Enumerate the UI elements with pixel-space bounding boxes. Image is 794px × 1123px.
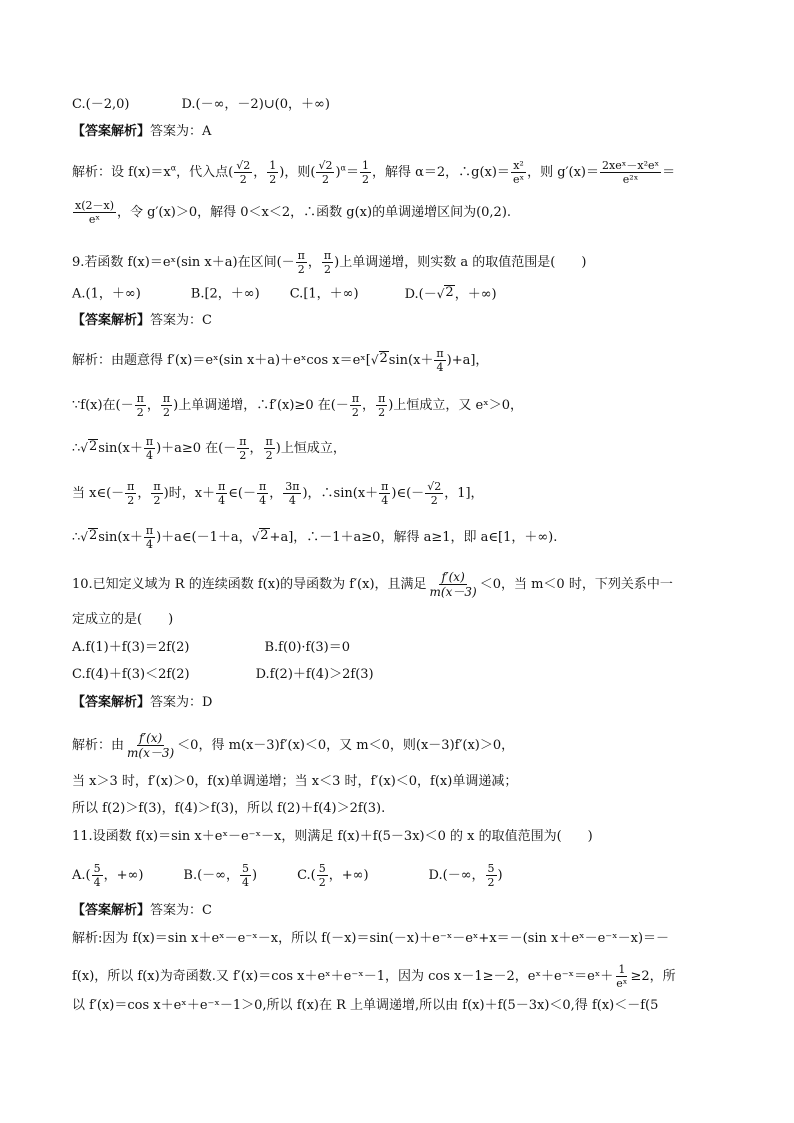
q9-option-a: A.(1，＋∞)	[72, 286, 141, 302]
q11-options	[72, 863, 503, 888]
q9-explanation-line4: 当 x∈(－ $\frac{\pi}{2}$ ， $\frac{\pi}{2}$ )时，x＋ $\frac{\pi}{4}$ ∈(－ $\frac{\pi}{4}$ ， $\frac{3\pi}{4}$ )，∴sin(x＋ $\frac{\pi}{4}$ )∈(－ $\frac{√2}{2}$ ，1]，	[72, 480, 484, 507]
q8-explanation-line1: 解析：设 $f(x)=x^\alpha$，代入点( $\frac{√2}{2}$ ， $\frac{1}{2}$ )，则( $\frac{√2}{2}$ )$^\alpha$＝ $\frac{1}{2}$ ，解得 α＝2，∴g(x)＝ $\frac{\text{x²}}{\text{eˣ}}$ ，则 g′(x)＝ $\frac{\text{2xeˣ－x²eˣ}}{\text{e²ˣ}}$ ＝	[72, 159, 676, 186]
q10-options-row2	[72, 667, 374, 683]
q11-stem: 11.设函数 f(x)＝sin x＋eˣ－e⁻ˣ－x，则满足 f(x)＋f(5－3x)＜0 的 x 的取值范围为( )	[72, 829, 593, 844]
fraction: $\frac{1}{2}$	[361, 159, 369, 186]
q11-explanation-line2: f(x)，所以 f(x)为奇函数.又 f′(x)＝cos x＋eˣ＋e⁻ˣ－1，因为 cos x－1≥－2，eˣ＋e⁻ˣ＝eˣ＋ $\frac{1}{\text{eˣ}}$ ≥2，所	[72, 963, 676, 990]
q9-explanation-line5: ∴ √ 2 sin(x＋ $\frac{\pi}{4}$ )＋a∈(－1＋a， √ 2 +a]，∴－1＋a≥0，解得 a≥1，即 a∈[1，＋∞).	[72, 524, 558, 551]
q10-explanation-line1: 解析：由 $\frac{f'(x)}{m(x-3)}$ ＜0，得 m(x－3)f′(x)＜0，又 m＜0，则(x－3)f′(x)＞0，	[72, 731, 515, 760]
answer-text: 答案为：C	[150, 903, 212, 918]
q10-answer	[72, 695, 212, 711]
q10-stem-line1: 10.已知定义域为 R 的连续函数 f(x)的导函数为 f′(x)，且满足 $\frac{f'(x)}{m(x-3)}$ ＜0，当 m＜0 时，下列关系中一	[72, 570, 673, 599]
answer-tag: 【答案解析】	[72, 695, 151, 710]
q10-option-c: C.f(4)＋f(3)＜2f(2)	[72, 667, 190, 682]
q9-option-d: D.(－ √ 2 ，＋∞)	[404, 285, 497, 302]
q10-options-row1	[72, 640, 350, 656]
q11-explanation-line1: 解析:因为 f(x)＝sin x＋eˣ－e⁻ˣ－x，所以 f(－x)＝sin(－x)＋e⁻ˣ－eˣ+x＝－(sin x＋eˣ－e⁻ˣ－x)＝－	[72, 931, 670, 946]
fraction: $\frac{f'(x)}{m(x-3)}$	[429, 570, 477, 599]
q11-explanation-line3: 以 f′(x)＝cos x＋eˣ＋e⁻ˣ－1＞0,所以 f(x)在 R 上单调递增,所以由 f(x)＋f(5－3x)＜0,得 f(x)＜－f(5	[72, 998, 659, 1013]
answer-tag: 【答案解析】	[72, 903, 151, 918]
q9-explanation-line1: 解析：由题意得 f′(x)＝eˣ(sin x＋a)＋eˣcos x＝eˣ[ √ 2 sin(x＋ $\frac{\pi}{4}$ )+a]，	[72, 347, 489, 374]
q8-option-d: D.(－∞，－2)∪(0，＋∞)	[181, 97, 330, 112]
q11-option-d: D.(－∞， $\frac{5}{2}$ )	[428, 862, 503, 889]
fraction: $\frac{√2}{2}$	[318, 159, 333, 186]
answer-tag: 【答案解析】	[72, 313, 151, 328]
fraction: $\frac{1}{2}$	[269, 159, 277, 186]
q9-answer	[72, 313, 212, 329]
q10-option-a: A.f(1)＋f(3)＝2f(2)	[72, 640, 190, 655]
q8-explanation-line2: $\frac{x(2-x)}{\text{eˣ}}$ ，令 g′(x)＞0，解得 0＜x＜2，∴函数 g(x)的单调递增区间为(0,2).	[75, 199, 512, 226]
fraction: $\frac{\pi}{2}$	[297, 249, 305, 276]
fraction: $\frac{√2}{2}$	[236, 159, 251, 186]
q11-option-c: C.( $\frac{5}{2}$ ，+∞)	[297, 862, 369, 889]
q8-answer	[72, 124, 211, 140]
fraction: $\frac{\pi}{2}$	[323, 249, 332, 276]
q9-stem: 9.若函数 f(x)＝eˣ(sin x＋a)在区间(－ $\frac{\pi}{2}$ ， $\frac{\pi}{2}$ )上单调递增，则实数 a 的取值范围是( )	[72, 249, 587, 276]
answer-text: 答案为：A	[150, 124, 212, 139]
q10-explanation-line2: 当 x＞3 时，f′(x)＞0，f(x)单调递增；当 x＜3 时，f′(x)＜0，f(x)单调递减；	[72, 774, 518, 789]
q9-option-b: B.[2，＋∞)	[190, 286, 260, 302]
q10-explanation-line3: 所以 f(2)＞f(3)，f(4)＞f(3)，所以 f(2)＋f(4)＞2f(3).	[72, 801, 386, 816]
q8-options	[72, 97, 330, 113]
q10-stem-line2: 定成立的是( )	[72, 612, 174, 627]
q11-answer	[72, 903, 212, 919]
fraction: $\frac{x(2-x)}{\text{eˣ}}$	[75, 199, 114, 226]
q11-option-b: B.(－∞， $\frac{5}{4}$ )	[183, 862, 258, 889]
q9-option-c: C.[1，＋∞)	[289, 286, 359, 302]
answer-tag: 【答案解析】	[72, 124, 151, 139]
q11-option-a: A.( $\frac{5}{4}$ ，+∞)	[72, 862, 144, 889]
q9-explanation-line2: ∵f(x)在(－ $\frac{\pi}{2}$ ， $\frac{\pi}{2}$ )上单调递增，∴f′(x)≥0 在(－ $\frac{\pi}{2}$ ， $\frac{\pi}{2}$ )上恒成立，又 eˣ＞0，	[72, 392, 523, 419]
fraction: $\frac{\text{x²}}{\text{eˣ}}$	[512, 159, 525, 186]
fraction: $\frac{\text{2xeˣ－x²eˣ}}{\text{e²ˣ}}$	[602, 159, 660, 186]
answer-text: 答案为：D	[150, 695, 213, 710]
q10-option-d: D.f(2)＋f(4)＞2f(3)	[255, 667, 374, 682]
q9-options	[72, 285, 497, 303]
answer-text: 答案为：C	[150, 313, 212, 328]
q10-option-b: B.f(0)·f(3)＝0	[264, 640, 351, 655]
q8-option-c: C.(－2,0)	[72, 97, 130, 112]
q9-explanation-line3: ∴ √ 2 sin(x＋ $\frac{\pi}{4}$ )＋a≥0 在(－ $\frac{\pi}{2}$ ， $\frac{\pi}{2}$ )上恒成立，	[72, 435, 346, 462]
